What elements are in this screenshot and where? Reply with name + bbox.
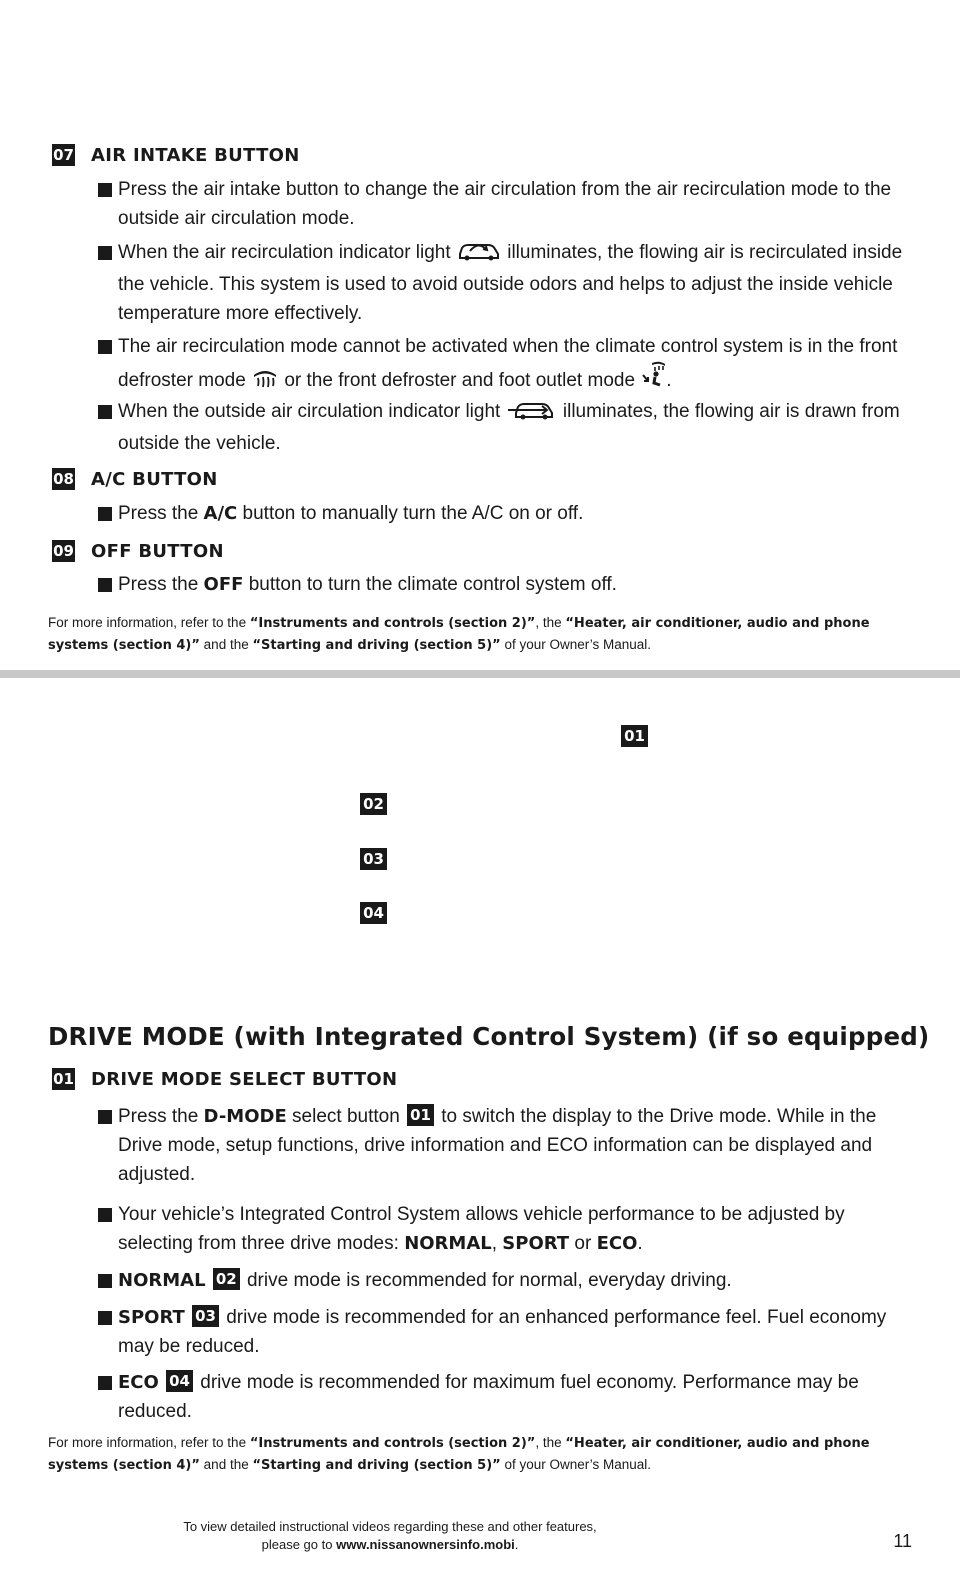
drive-bullet-2 bbox=[118, 1200, 908, 1258]
air-intake-bullet-4 bbox=[118, 397, 908, 458]
text: to switch the display to the Drive mode. While in the Drive mode, setup functions, drive information and ECO information can be displayed and adjusted. bbox=[118, 1106, 877, 1185]
reference: “Starting and driving (section 5)” bbox=[252, 1458, 501, 1473]
reference: “Starting and driving (section 5)” bbox=[252, 638, 501, 653]
text: Your vehicle’s Integrated Control System allows vehicle performance to be adjusted by selecting from three drive modes: bbox=[118, 1204, 845, 1254]
inline-callout-04: 04 bbox=[166, 1370, 193, 1392]
bullet-marker bbox=[98, 246, 112, 260]
text: , bbox=[491, 1233, 498, 1254]
callout-badge-08: 08 bbox=[53, 470, 74, 488]
section-divider bbox=[0, 670, 960, 678]
callout-badge-07: 07 bbox=[53, 146, 74, 164]
text: The air recirculation mode cannot be activated when the climate control system is in the front defroster mode bbox=[118, 336, 898, 391]
climate-footnote bbox=[48, 612, 918, 656]
text: drive mode is recommended for an enhanced performance feel. Fuel economy may be reduced. bbox=[118, 1307, 887, 1357]
video-note-line-2 bbox=[0, 1536, 780, 1554]
video-note bbox=[0, 1518, 780, 1554]
figure-callout-04: 04 bbox=[360, 902, 387, 924]
inline-callout-03: 03 bbox=[192, 1305, 219, 1327]
bullet-marker bbox=[98, 405, 112, 419]
bullet-marker bbox=[98, 340, 112, 354]
page-number: 11 bbox=[893, 1531, 912, 1551]
outside-air-car-icon bbox=[506, 398, 558, 429]
callout-badge-01: 01 bbox=[53, 1070, 74, 1088]
drive-bullet-1 bbox=[118, 1102, 908, 1189]
text: drive mode is recommended for normal, everyday driving. bbox=[246, 1270, 732, 1291]
normal-label: NORMAL bbox=[404, 1233, 492, 1254]
drive-bullet-normal bbox=[118, 1266, 908, 1295]
video-note-line-1: To view detailed instructional videos regarding these and other features, bbox=[183, 1519, 597, 1534]
air-intake-bullet-2 bbox=[118, 238, 908, 328]
text: button to turn the climate control system off. bbox=[248, 574, 617, 595]
sport-mode-label: SPORT bbox=[118, 1307, 185, 1328]
text: Press the bbox=[118, 503, 199, 524]
drive-bullet-eco bbox=[118, 1368, 908, 1426]
text: When the air recirculation indicator light bbox=[118, 242, 451, 263]
bullet-marker bbox=[98, 578, 112, 592]
reference: “Instruments and controls (section 2)” bbox=[249, 1436, 536, 1451]
drive-footnote bbox=[48, 1432, 918, 1476]
off-label: OFF bbox=[203, 574, 244, 595]
air-intake-bullet-3 bbox=[118, 332, 908, 398]
text: illuminates, the flowing air is drawn from outside the vehicle. bbox=[118, 401, 900, 454]
figure-callout-03: 03 bbox=[360, 848, 387, 870]
drive-bullet-sport bbox=[118, 1303, 908, 1361]
text: or bbox=[574, 1233, 592, 1254]
figure-callout-02: 02 bbox=[360, 793, 387, 815]
text: . bbox=[514, 1537, 519, 1552]
text: button to manually turn the A/C on or off. bbox=[242, 503, 584, 524]
inline-callout-01: 01 bbox=[407, 1104, 434, 1126]
text: and the bbox=[203, 1457, 249, 1472]
air-intake-bullet-1: Press the air intake button to change the air circulation from the air recirculation mode to the outside air circulation mode. bbox=[118, 179, 892, 229]
heading-ac-button: A/C BUTTON bbox=[91, 469, 218, 490]
text: . bbox=[637, 1233, 643, 1254]
drive-mode-title: DRIVE MODE (with Integrated Control System) (if so equipped) bbox=[48, 1022, 930, 1051]
eco-label: ECO bbox=[596, 1233, 638, 1254]
normal-mode-label: NORMAL bbox=[118, 1270, 206, 1291]
ac-label: A/C bbox=[203, 503, 238, 524]
figure-callout-01: 01 bbox=[621, 725, 648, 747]
text: Press the bbox=[118, 1106, 199, 1127]
text: of your Owner’s Manual. bbox=[504, 1457, 652, 1472]
ac-bullet-1 bbox=[118, 499, 908, 528]
heading-air-intake-button: AIR INTAKE BUTTON bbox=[91, 145, 300, 166]
reference: “Heater, air conditioner, audio and phone systems (section 4)” bbox=[48, 616, 870, 653]
reference: “Heater, air conditioner, audio and phone systems (section 4)” bbox=[48, 1436, 870, 1473]
bullet-marker bbox=[98, 1110, 112, 1124]
text: . bbox=[666, 370, 672, 391]
eco-mode-label: ECO bbox=[118, 1372, 159, 1393]
defroster-foot-outlet-icon bbox=[640, 361, 666, 398]
off-bullet-1 bbox=[118, 570, 908, 599]
bullet-marker bbox=[98, 1376, 112, 1390]
heading-off-button: OFF BUTTON bbox=[91, 541, 224, 562]
inline-callout-02: 02 bbox=[213, 1268, 240, 1290]
text: and the bbox=[203, 637, 249, 652]
sport-label: SPORT bbox=[502, 1233, 570, 1254]
text: or the front defroster and foot outlet mode bbox=[284, 370, 636, 391]
recirculation-car-icon bbox=[456, 239, 502, 270]
text: illuminates, the flowing air is recirculated inside the vehicle. This system is used to avoid outside odors and helps to adjust the inside vehicle temperature more effectively. bbox=[118, 242, 903, 324]
bullet-marker bbox=[98, 507, 112, 521]
text: drive mode is recommended for maximum fuel economy. Performance may be reduced. bbox=[118, 1372, 859, 1422]
callout-badge-09: 09 bbox=[53, 542, 74, 560]
text: , the bbox=[535, 615, 562, 630]
dmode-label: D-MODE bbox=[203, 1106, 287, 1127]
bullet-marker bbox=[98, 1274, 112, 1288]
text: of your Owner’s Manual. bbox=[504, 637, 652, 652]
text: Press the bbox=[118, 574, 199, 595]
text: , the bbox=[535, 1435, 562, 1450]
text: For more information, refer to the bbox=[48, 615, 247, 630]
text: For more information, refer to the bbox=[48, 1435, 247, 1450]
front-defroster-icon bbox=[251, 367, 279, 398]
bullet-marker bbox=[98, 1311, 112, 1325]
owners-info-link[interactable]: www.nissanownersinfo.mobi bbox=[336, 1537, 515, 1552]
bullet-marker bbox=[98, 1208, 112, 1222]
text: select button bbox=[292, 1106, 400, 1127]
text: please go to bbox=[261, 1537, 333, 1552]
text: When the outside air circulation indicator light bbox=[118, 401, 501, 422]
reference: “Instruments and controls (section 2)” bbox=[249, 616, 536, 631]
heading-drive-mode-select-button: DRIVE MODE SELECT BUTTON bbox=[91, 1069, 398, 1090]
bullet-marker bbox=[98, 183, 112, 197]
